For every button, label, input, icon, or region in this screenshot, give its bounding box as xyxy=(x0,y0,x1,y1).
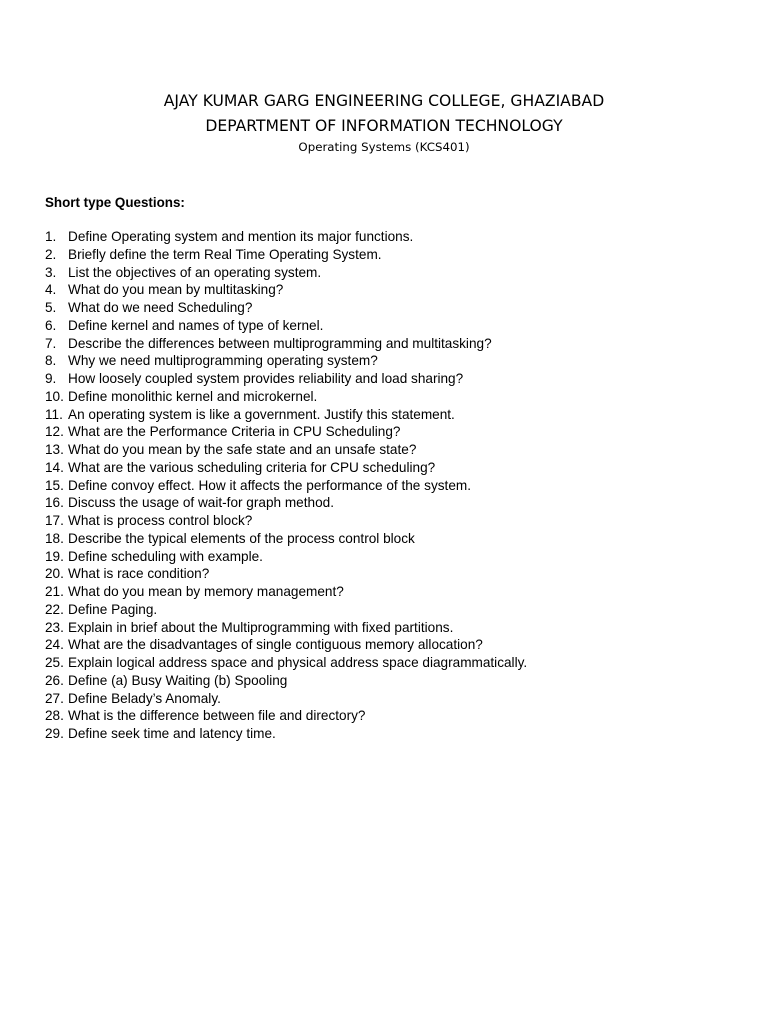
question-item xyxy=(45,619,745,637)
question-number: 5. xyxy=(45,300,57,315)
question-text: Define (a) Busy Waiting (b) Spooling xyxy=(68,672,288,688)
question-item xyxy=(45,281,745,299)
question-text: What is process control block? xyxy=(68,513,253,528)
question-text: Describe the typical elements of the process control block xyxy=(68,530,415,546)
college-name: AJAY KUMAR GARG ENGINEERING COLLEGE, GHAZIABAD xyxy=(163,92,605,110)
question-number: 23. xyxy=(45,619,64,635)
question-number: 25. xyxy=(45,655,64,670)
question-number: 13. xyxy=(45,442,64,457)
question-text: What are the disadvantages of single contiguous memory allocation? xyxy=(68,637,483,653)
question-number: 17. xyxy=(45,513,64,528)
course-name: Operating Systems (KCS401) xyxy=(298,140,470,154)
question-item xyxy=(45,494,745,512)
question-item xyxy=(45,548,745,566)
question-text: Define kernel and names of type of kernel. xyxy=(68,317,324,333)
question-number: 16. xyxy=(45,495,64,511)
question-text: Describe the differences between multiprogramming and multitasking? xyxy=(68,335,492,351)
question-text: Define monolithic kernel and microkernel. xyxy=(68,388,318,404)
question-item xyxy=(45,690,745,708)
question-item xyxy=(45,512,745,530)
question-number: 1. xyxy=(45,229,57,244)
question-item xyxy=(45,317,745,335)
question-item xyxy=(45,565,745,583)
question-text: Define convoy effect. How it affects the performance of the system. xyxy=(68,477,471,493)
question-text: Briefly define the term Real Time Operating System. xyxy=(68,246,382,262)
question-text: Why we need multiprogramming operating system? xyxy=(68,353,378,369)
question-item xyxy=(45,423,745,441)
question-item xyxy=(45,228,745,246)
question-item xyxy=(45,264,745,282)
question-item xyxy=(45,707,745,725)
question-item xyxy=(45,335,745,353)
question-text: What do we need Scheduling? xyxy=(68,300,253,315)
section-heading: Short type Questions: xyxy=(45,195,185,210)
question-number: 15. xyxy=(45,477,64,493)
question-item xyxy=(45,601,745,619)
question-number: 3. xyxy=(45,264,57,280)
question-item xyxy=(45,636,745,654)
question-item xyxy=(45,406,745,424)
question-number: 9. xyxy=(45,371,57,386)
question-number: 2. xyxy=(45,246,57,262)
question-number: 28. xyxy=(45,708,64,724)
question-text: What do you mean by memory management? xyxy=(68,584,344,599)
question-number: 7. xyxy=(45,335,57,351)
question-text: Explain in brief about the Multiprogramming with fixed partitions. xyxy=(68,619,454,635)
question-text: What do you mean by the safe state and an unsafe state? xyxy=(68,442,417,457)
question-number: 27. xyxy=(45,690,64,706)
question-item xyxy=(45,530,745,548)
question-number: 6. xyxy=(45,317,57,333)
question-item xyxy=(45,388,745,406)
question-item xyxy=(45,441,745,459)
question-number: 18. xyxy=(45,530,64,546)
question-number: 4. xyxy=(45,282,57,298)
question-item xyxy=(45,246,745,264)
question-text: An operating system is like a government. Justify this statement. xyxy=(68,406,455,422)
question-text: How loosely coupled system provides reliability and load sharing? xyxy=(68,371,464,386)
question-text: What are the Performance Criteria in CPU Scheduling? xyxy=(68,424,401,440)
question-number: 29. xyxy=(45,726,64,741)
question-text: Define Paging. xyxy=(68,601,158,617)
question-item xyxy=(45,370,745,388)
question-number: 21. xyxy=(45,584,64,599)
question-item xyxy=(45,583,745,601)
question-number: 20. xyxy=(45,566,64,582)
question-item xyxy=(45,352,745,370)
question-number: 24. xyxy=(45,637,64,653)
question-text: List the objectives of an operating system. xyxy=(68,264,322,280)
question-item xyxy=(45,725,745,743)
question-text: What is the difference between file and directory? xyxy=(68,708,366,724)
question-number: 19. xyxy=(45,548,64,564)
question-list xyxy=(45,228,745,743)
question-text: Define scheduling with example. xyxy=(68,548,263,564)
question-text: Discuss the usage of wait-for graph method. xyxy=(68,495,334,511)
question-number: 10. xyxy=(45,388,64,404)
question-text: What is race condition? xyxy=(68,566,210,582)
question-item xyxy=(45,477,745,495)
question-text: What do you mean by multitasking? xyxy=(68,282,284,298)
question-text: Explain logical address space and physical address space diagrammatically. xyxy=(68,655,528,670)
question-number: 12. xyxy=(45,424,64,440)
question-number: 11. xyxy=(45,406,63,422)
question-number: 14. xyxy=(45,459,64,475)
question-text: Define Operating system and mention its major functions. xyxy=(68,229,414,244)
question-item xyxy=(45,459,745,477)
department-name: DEPARTMENT OF INFORMATION TECHNOLOGY xyxy=(205,117,563,135)
question-number: 8. xyxy=(45,353,57,369)
question-text: Define seek time and latency time. xyxy=(68,726,276,741)
question-item xyxy=(45,672,745,690)
question-text: Define Belady’s Anomaly. xyxy=(68,690,221,706)
question-item xyxy=(45,299,745,317)
question-item xyxy=(45,654,745,672)
question-number: 22. xyxy=(45,601,64,617)
question-number: 26. xyxy=(45,672,64,688)
question-text: What are the various scheduling criteria for CPU scheduling? xyxy=(68,459,436,475)
